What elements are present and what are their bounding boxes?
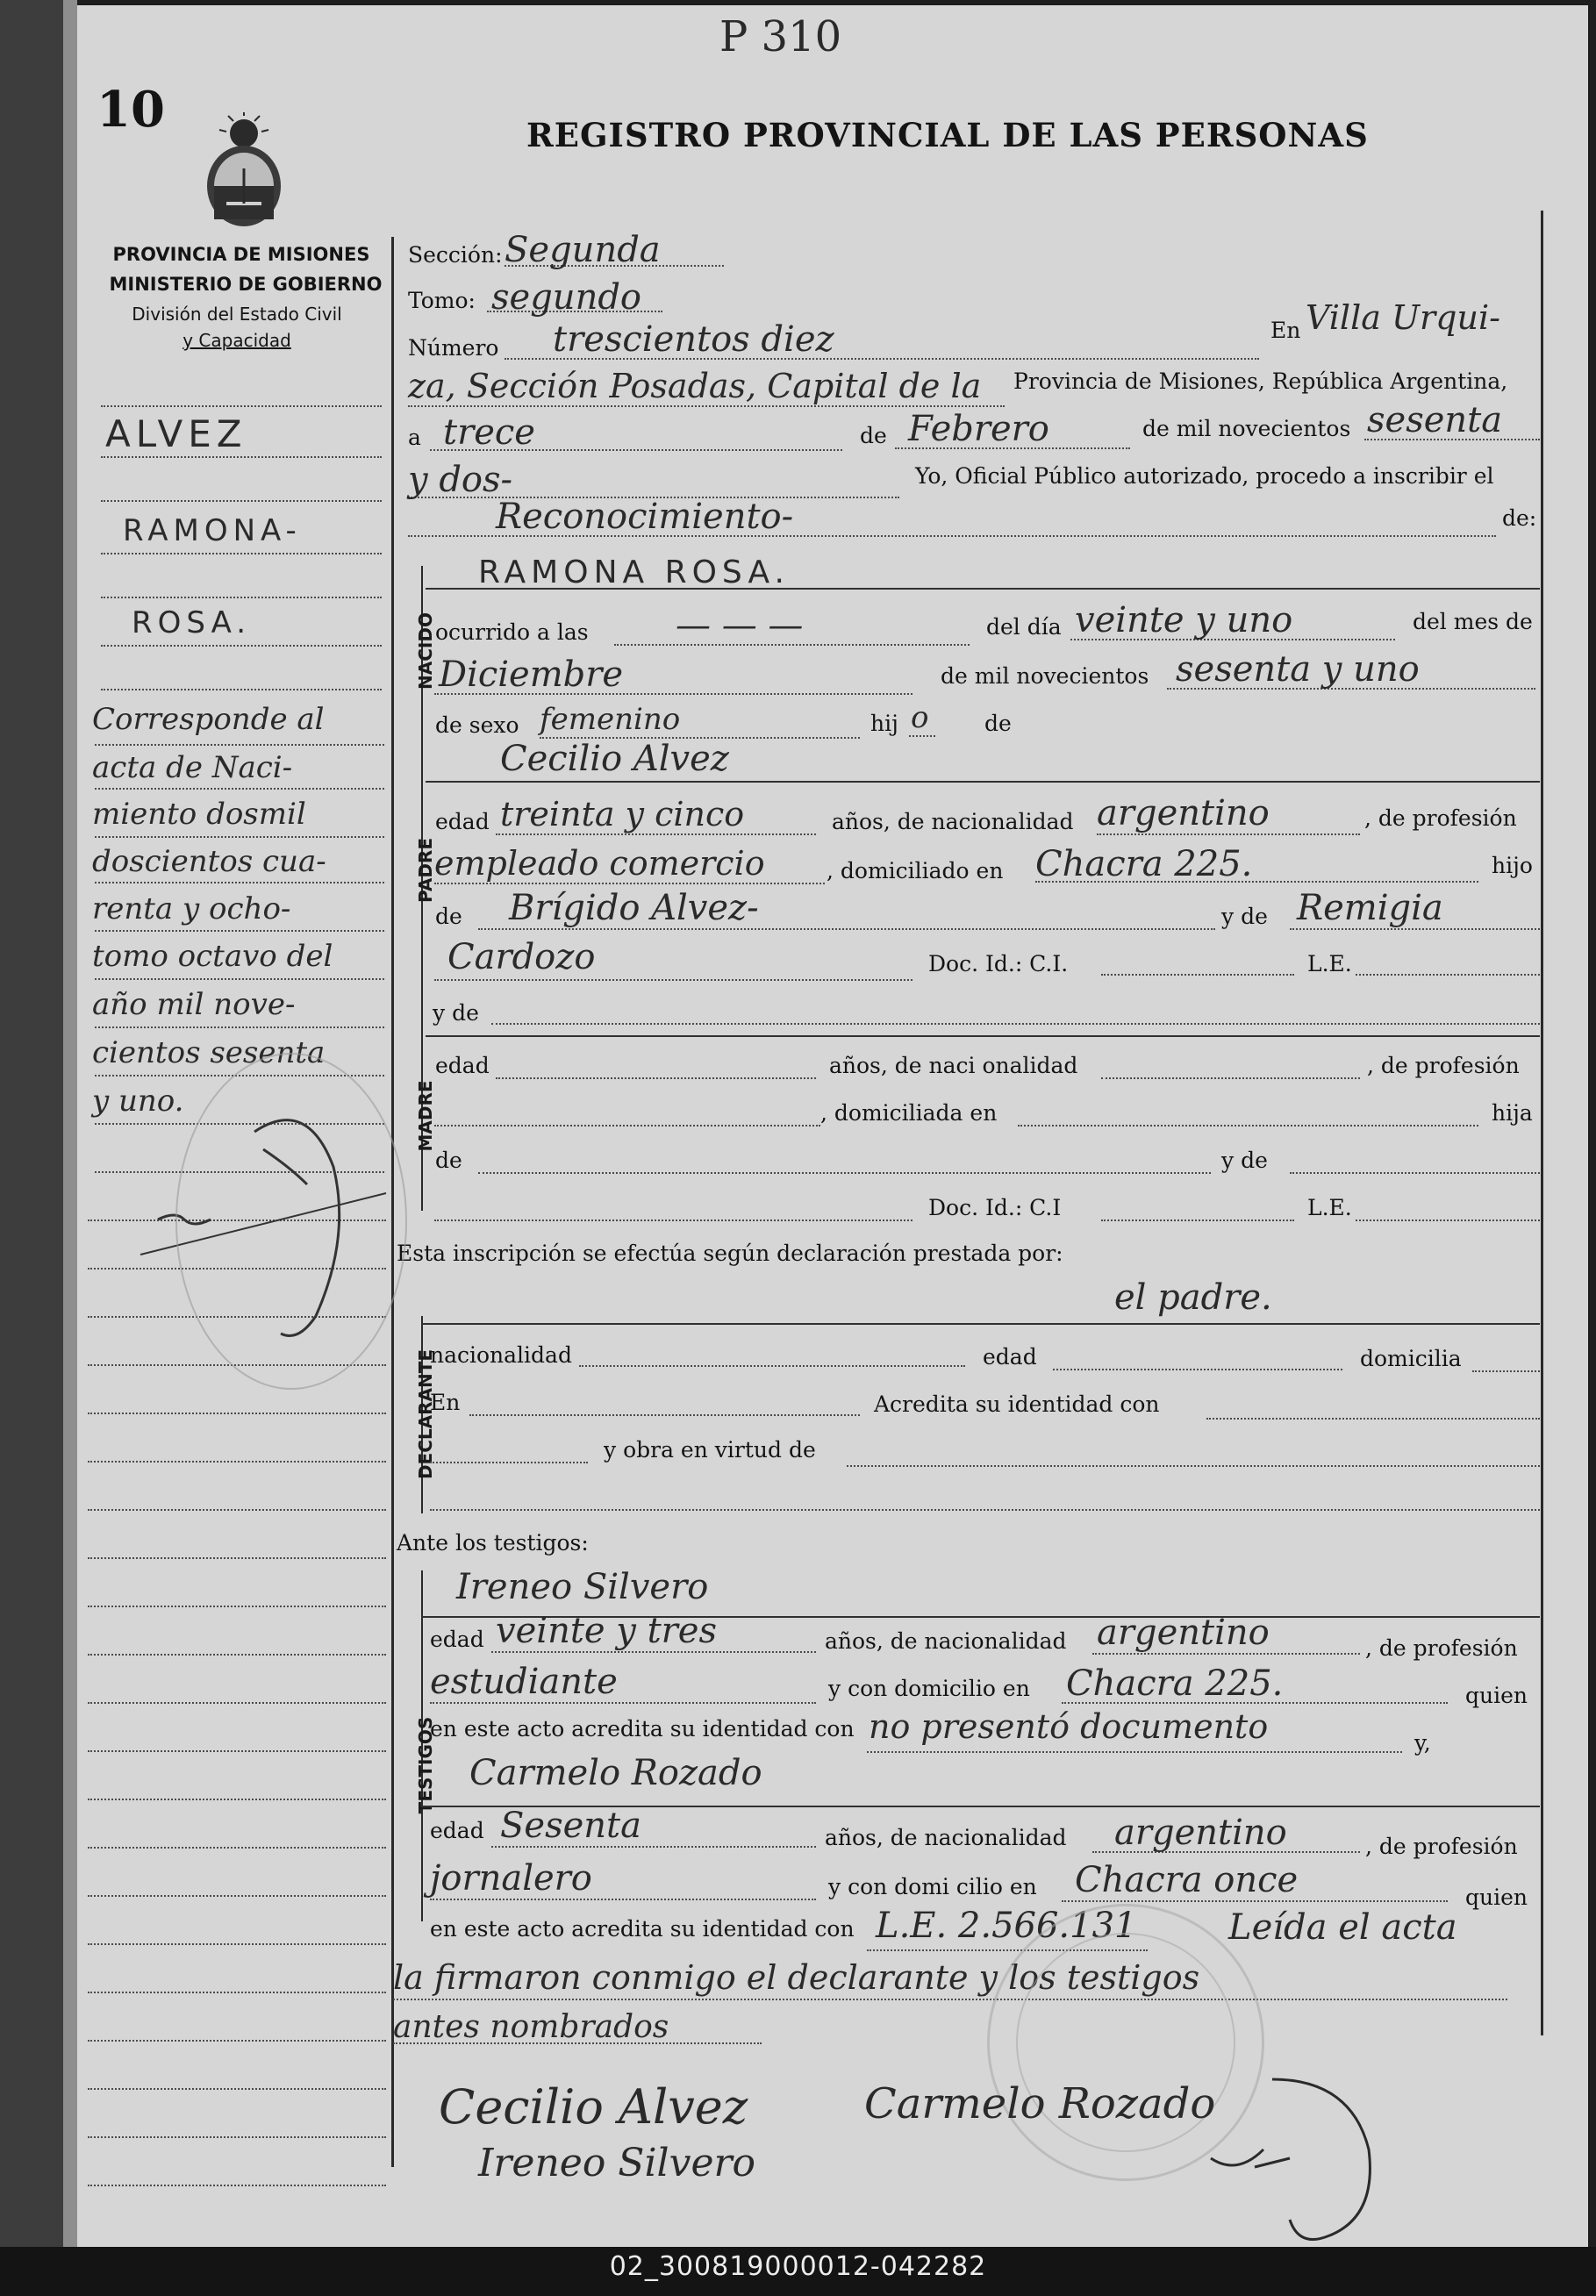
line-padre-de	[478, 928, 1215, 930]
line-madre-de	[478, 1172, 1211, 1174]
section-label-nacido: NACIDO	[415, 612, 436, 690]
line-cierre-2	[393, 1999, 1507, 2000]
line-decl-cont	[430, 1462, 588, 1463]
line-t2-edad	[491, 1846, 816, 1848]
label-madre-edad: edad	[435, 1053, 490, 1078]
label-t2-edad: edad	[430, 1818, 484, 1843]
line-decl-nacionalidad	[579, 1365, 965, 1367]
entry-t1-domicilio: Chacra 225.	[1066, 1663, 1284, 1704]
signature-testigo1: Ireneo Silvero	[478, 2141, 756, 2185]
top-note: P 310	[719, 12, 842, 61]
capacity-heading: y Capacidad	[183, 330, 291, 351]
province-heading: PROVINCIA DE MISIONES	[112, 244, 370, 265]
faint-seal	[175, 1053, 407, 1390]
label-provincia: Provincia de Misiones, República Argentina,	[1013, 368, 1508, 394]
entry-padre-domicilio: Chacra 225.	[1035, 844, 1253, 884]
label-t2-acredita: en este acto acredita su identidad con	[430, 1916, 855, 1942]
label-t2-profesion: , de profesión	[1365, 1834, 1518, 1859]
entry-t1-doc: no presentó documento	[869, 1707, 1269, 1746]
line-t1-doc	[867, 1751, 1402, 1753]
line-decl-y-obra	[847, 1465, 1540, 1467]
section-label-testigos: TESTIGOS	[415, 1716, 436, 1814]
entry-cierre-2: la firmaron conmigo el declarante y los testigos	[393, 1958, 1200, 1997]
entry-numero: trescientos diez	[553, 319, 834, 360]
line-decl-edad	[1053, 1369, 1342, 1370]
label-madre-profesion: , de profesión	[1367, 1053, 1520, 1078]
entry-sexo: femenino	[540, 702, 681, 737]
footer-identifier: 02_300819000012-042282	[609, 2251, 987, 2282]
entry-t2-profesion: jornalero	[430, 1858, 592, 1899]
label-ocurrido: ocurrido a las	[435, 619, 589, 645]
section-label-declarante: DECLARANTE	[415, 1348, 436, 1480]
label-t2-quien: quien	[1465, 1885, 1528, 1910]
label-t1-domicilio: y con domicilio en	[828, 1676, 1030, 1701]
entry-ano-nac: sesenta y uno	[1176, 649, 1420, 690]
margin-note-line: doscientos cua-	[92, 844, 326, 879]
signature-declarante: Cecilio Alvez	[439, 2079, 748, 2135]
line-decl-en	[469, 1414, 860, 1416]
line-t2-domicilio	[1062, 1900, 1448, 1902]
entry-testigo1: Ireneo Silvero	[456, 1567, 709, 1607]
label-de-hijo: de	[984, 711, 1012, 736]
label-madre-hija: hija	[1492, 1100, 1533, 1126]
line-t2-profesion	[430, 1899, 816, 1900]
line-padre-profesion	[434, 883, 825, 884]
entry-ano-cont: y dos-	[408, 460, 513, 500]
label-padre-y-de: y de	[1221, 904, 1268, 929]
margin-second-name: ROSA.	[132, 605, 252, 640]
entry-en: Villa Urqui-	[1306, 298, 1500, 337]
label-seccion: Sección:	[408, 242, 503, 268]
label-madre-y-de-2: y de	[1221, 1148, 1268, 1173]
label-hij: hij	[870, 711, 898, 736]
label-de-sexo: de sexo	[435, 712, 519, 738]
line-hij	[909, 735, 935, 737]
page-number: 10	[97, 81, 165, 139]
entry-cierre-1: Leída el acta	[1228, 1907, 1457, 1948]
entry-t2-edad: Sesenta	[500, 1806, 641, 1846]
label-del-mes: del mes de	[1413, 609, 1533, 634]
label-padre-domicilio: , domiciliado en	[827, 858, 1004, 883]
label-madre-de: de	[435, 1148, 462, 1173]
margin-note-line: año mil nove-	[92, 987, 296, 1022]
label-madre-le: L.E.	[1307, 1195, 1352, 1220]
entry-dia-nac: veinte y uno	[1075, 600, 1293, 640]
label-padre-de: de	[435, 904, 462, 929]
entry-mes-nac: Diciembre	[439, 654, 624, 695]
label-yo-oficial: Yo, Oficial Público autorizado, procedo a inscribir el	[915, 463, 1494, 489]
label-decl-domicilia: domicilia	[1360, 1346, 1462, 1371]
label-del-dia: del día	[986, 614, 1062, 640]
label-t1-profesion: , de profesión	[1365, 1635, 1518, 1661]
line-padre-y-de-cont	[434, 979, 913, 981]
entry-t2-doc: L.E. 2.566.131	[876, 1906, 1137, 1946]
label-t1-y: y,	[1414, 1730, 1431, 1756]
margin-note-line: renta y ocho-	[92, 891, 291, 926]
entry-padre-nombre: Cecilio Alvez	[500, 739, 729, 779]
right-border	[1541, 211, 1543, 2035]
entry-t1-edad: veinte y tres	[496, 1611, 717, 1651]
label-decl-acredita: Acredita su identidad con	[874, 1391, 1160, 1417]
line-madre-nacionalidad	[1101, 1077, 1360, 1079]
label-padre-edad: edad	[435, 809, 490, 834]
label-decl-edad: edad	[983, 1344, 1037, 1370]
line-madre-domicilio	[1018, 1125, 1478, 1127]
label-madre-nacionalidad: años, de naci onalidad	[829, 1053, 1078, 1078]
label-padre-profesion: , de profesión	[1364, 805, 1517, 831]
ministry-heading: MINISTERIO DE GOBIERNO	[109, 274, 383, 295]
line-t1-nacionalidad	[1092, 1653, 1360, 1655]
margin-note-line: y uno.	[92, 1084, 184, 1119]
entry-padre-y-de-cont: Cardozo	[447, 937, 596, 977]
margin-surname: ALVEZ	[105, 412, 247, 455]
line-decl-extra	[430, 1509, 1540, 1511]
entry-t1-nacionalidad: argentino	[1097, 1613, 1270, 1653]
label-padre-nacionalidad: años, de nacionalidad	[832, 809, 1074, 834]
line-lugar	[408, 405, 1005, 407]
entry-nombre: RAMONA ROSA.	[478, 554, 790, 590]
label-ante-testigos: Ante los testigos:	[397, 1530, 589, 1556]
margin-note-line: tomo octavo del	[92, 939, 333, 974]
line-madre-nombre	[491, 1023, 1540, 1025]
entry-hij-sufijo: o	[911, 700, 929, 735]
label-t1-acredita: en este acto acredita su identidad con	[430, 1716, 855, 1742]
entry-mes-inscripcion: Febrero	[908, 409, 1049, 449]
label-madre-y-de: y de	[433, 1000, 479, 1026]
label-tomo: Tomo:	[408, 288, 476, 313]
entry-hora: — — —	[676, 605, 804, 646]
entry-tomo: segundo	[491, 277, 642, 318]
label-padre-doc: Doc. Id.: C.I.	[928, 951, 1069, 976]
section-label-padre: PADRE	[415, 838, 436, 903]
label-en: En	[1270, 318, 1301, 343]
label-t1-edad: edad	[430, 1627, 484, 1652]
line-madre-ci	[1101, 1220, 1294, 1221]
section-label-madre: MADRE	[415, 1080, 436, 1152]
entry-seccion: Segunda	[505, 230, 661, 270]
label-numero: Número	[408, 335, 499, 361]
entry-padre-de: Brígido Alvez-	[509, 888, 759, 928]
label-t2-domicilio: y con domi cilio en	[828, 1874, 1037, 1899]
label-padre-le: L.E.	[1307, 951, 1352, 976]
coat-of-arms-icon	[200, 112, 288, 228]
label-de: de	[860, 423, 887, 448]
madre-nombre-rule	[426, 1035, 1540, 1037]
book-spine-edge	[63, 0, 77, 2247]
official-signature-mark	[1202, 2071, 1413, 2246]
entry-dia-inscripcion: trece	[443, 412, 535, 453]
line-madre-edad	[496, 1077, 816, 1079]
line-padre-nacionalidad	[1097, 833, 1360, 835]
document-title: REGISTRO PROVINCIAL DE LAS PERSONAS	[526, 116, 1369, 154]
label-madre-doc: Doc. Id.: C.I	[928, 1195, 1062, 1220]
line-t1-profesion	[430, 1702, 816, 1704]
signature-testigo2: Carmelo Rozado	[864, 2079, 1216, 2128]
margin-first-name: RAMONA-	[123, 513, 302, 548]
label-t2-nacionalidad: años, de nacionalidad	[825, 1825, 1067, 1850]
margin-note-line: Corresponde al	[92, 702, 325, 737]
entry-t2-nacionalidad: argentino	[1114, 1813, 1287, 1853]
entry-declarante: el padre.	[1114, 1277, 1272, 1318]
entry-t2-domicilio: Chacra once	[1075, 1860, 1299, 1900]
label-a: a	[408, 425, 421, 450]
line-madre-le	[1356, 1220, 1540, 1221]
line-t1-edad	[491, 1651, 816, 1653]
label-esta-inscripcion: Esta inscripción se efectúa según declaración prestada por:	[397, 1241, 1063, 1266]
margin-note-line: cientos sesenta	[92, 1035, 326, 1070]
label-padre-hijo: hijo	[1492, 853, 1533, 878]
label-decl-nacionalidad: nacionalidad	[430, 1342, 572, 1368]
entry-lugar: za, Sección Posadas, Capital de la	[408, 367, 982, 405]
line-declarante	[421, 1323, 1540, 1325]
line-cierre-3	[393, 2042, 762, 2044]
label-de-mil-novecientos: de mil novecientos	[1142, 416, 1351, 441]
entry-padre-y-de: Remigia	[1297, 888, 1443, 928]
line-padre-nombre	[426, 781, 1540, 783]
entry-cierre-3: antes nombrados	[393, 2009, 669, 2045]
line-decl-acredita	[1206, 1418, 1540, 1420]
label-decl-en: En	[430, 1390, 461, 1415]
entry-padre-nacionalidad: argentino	[1097, 793, 1270, 833]
line-madre-cont	[434, 1220, 913, 1221]
entry-padre-profesion: empleado comercio	[434, 844, 765, 883]
label-decl-y-obra: y obra en virtud de	[604, 1437, 816, 1463]
entry-padre-edad: treinta y cinco	[500, 795, 745, 833]
label-t1-nacionalidad: años, de nacionalidad	[825, 1628, 1067, 1654]
margin-note-line: miento dosmil	[92, 797, 306, 832]
line-padre-ci	[1101, 974, 1294, 976]
entry-testigo2: Carmelo Rozado	[469, 1753, 762, 1793]
entry-ano-inscripcion: sesenta	[1367, 400, 1503, 440]
line-padre-edad	[496, 833, 816, 835]
label-madre-domicilio: , domiciliada en	[820, 1100, 998, 1126]
line-decl-domicilia	[1472, 1370, 1540, 1372]
line-madre-profesion	[434, 1125, 820, 1127]
entry-t1-profesion: estudiante	[430, 1662, 618, 1702]
margin-note-line: acta de Naci-	[92, 750, 293, 785]
line-padre-y-de	[1290, 928, 1540, 930]
label-de-colon: de:	[1502, 505, 1537, 531]
label-de-mil-nac: de mil novecientos	[941, 663, 1149, 689]
label-t1-quien: quien	[1465, 1683, 1528, 1708]
line-padre-le	[1356, 974, 1540, 976]
entry-tipo: Reconocimiento-	[496, 497, 794, 537]
line-madre-y-de	[1290, 1172, 1540, 1174]
division-heading: División del Estado Civil	[132, 304, 342, 325]
